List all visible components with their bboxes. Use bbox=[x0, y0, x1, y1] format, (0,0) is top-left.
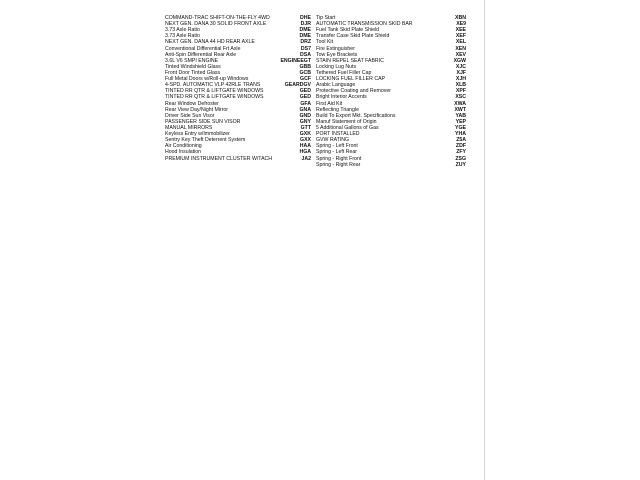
option-code: DRZ bbox=[300, 39, 311, 46]
option-description: COMMAND-TRAC SHIFT-ON-THE-FLY 4WD bbox=[165, 15, 270, 21]
page-edge-divider bbox=[484, 0, 485, 480]
option-description: PORT INSTALLED bbox=[316, 131, 360, 138]
option-description: Front Door Tinted Glass bbox=[165, 69, 221, 76]
option-description: First Aid Kit bbox=[316, 100, 343, 107]
option-code: XWT bbox=[454, 106, 466, 113]
option-code: GNY bbox=[299, 118, 311, 125]
option-code: XEE bbox=[455, 27, 466, 34]
option-code: XWA bbox=[454, 100, 466, 107]
option-code: HAA bbox=[299, 143, 311, 150]
option-code: GND bbox=[299, 112, 311, 119]
option-code: HGA bbox=[299, 149, 311, 156]
option-code: GED bbox=[299, 94, 311, 101]
option-description: PREMIUM INSTRUMENT CLUSTER W/TACH bbox=[165, 155, 273, 162]
option-code: DSA bbox=[300, 51, 311, 58]
option-description: MANUAL MIRRORS bbox=[165, 124, 213, 131]
option-description: NEXT GEN. DANA 30 SOLID FRONT AXLE bbox=[165, 21, 267, 28]
option-code: XJF bbox=[456, 69, 466, 76]
option-code: XEV bbox=[455, 51, 466, 58]
option-description: LOCKING FUEL FILLER CAP bbox=[316, 76, 385, 83]
option-code: YGE bbox=[455, 124, 466, 131]
option-description: Build To Export Mkt. Specifications bbox=[316, 112, 396, 119]
option-description: Tinted Windshield Glass bbox=[165, 63, 221, 70]
option-code: GEARDGV bbox=[284, 82, 311, 89]
option-code: GFA bbox=[300, 100, 311, 107]
option-code: GXX bbox=[300, 137, 311, 144]
option-code: Z5A bbox=[456, 137, 466, 144]
option-code: JA2 bbox=[301, 155, 311, 162]
option-description: NEXT GEN. DANA 44 HD REAR AXLE bbox=[165, 39, 255, 46]
option-description: Spring - Right Front bbox=[316, 155, 362, 162]
option-code: DME bbox=[299, 27, 311, 34]
option-description: Hood Insulation bbox=[165, 149, 202, 156]
option-code: GED bbox=[299, 88, 311, 95]
option-description: Bright Interior Accents bbox=[316, 94, 367, 101]
option-code: GCB bbox=[299, 69, 311, 76]
option-row bbox=[316, 162, 466, 168]
option-code: ENGINEEGT bbox=[280, 57, 311, 64]
option-row bbox=[165, 156, 311, 162]
option-description: 5 Additional Gallons of Gas bbox=[316, 124, 379, 131]
option-code: ZUY bbox=[455, 161, 466, 168]
option-description: Tethered Fuel Filler Cap bbox=[316, 69, 372, 76]
option-description: Spring - Right Rear bbox=[316, 161, 361, 168]
option-description: Conventional Differential Frt Axle bbox=[165, 45, 241, 52]
option-code: XEF bbox=[455, 33, 466, 40]
option-code: GTT bbox=[300, 124, 311, 131]
option-description: 3.6L V6 SMPI ENGINE bbox=[165, 57, 219, 64]
option-description: Full Metal Doors w/Roll-up Windows bbox=[165, 76, 249, 83]
option-description: Air Conditioning bbox=[165, 143, 202, 150]
option-description: Rear Window Defroster bbox=[165, 100, 219, 107]
option-code: YEP bbox=[455, 118, 466, 125]
option-code: YHA bbox=[455, 131, 466, 138]
option-description: TINTED RR QTR & LIFTGATE WINDOWS bbox=[165, 94, 264, 101]
option-description: Locking Lug Nuts bbox=[316, 63, 357, 70]
option-code: ZDF bbox=[455, 143, 466, 150]
option-code: DME bbox=[299, 33, 311, 40]
option-description: Spring - Left Rear bbox=[316, 149, 357, 156]
option-list-left bbox=[165, 15, 311, 162]
option-list-right bbox=[316, 15, 466, 168]
option-description: Rear View Day/Night Mirror bbox=[165, 106, 229, 113]
option-code: ZFY bbox=[456, 149, 466, 156]
option-description: Spring - Left Front bbox=[316, 143, 358, 150]
option-description: Fire Extinguisher bbox=[316, 45, 355, 52]
option-code: GCF bbox=[300, 76, 311, 83]
option-code: DHE bbox=[300, 15, 311, 21]
option-description: Reflecting Triangle bbox=[316, 106, 359, 113]
option-code: XLB bbox=[455, 82, 466, 89]
option-description: Protective Coating and Remover bbox=[316, 88, 391, 95]
option-description: Tow Eye Brackets bbox=[316, 51, 358, 58]
option-code: XSC bbox=[455, 94, 466, 101]
option-code: YAB bbox=[455, 112, 466, 119]
option-description: 4-SPD. AUTOMATIC VLP 42RLE TRANS bbox=[165, 82, 261, 89]
option-code: XEN bbox=[455, 45, 466, 52]
option-description: PASSENGER SIDE SUN VISOR bbox=[165, 118, 241, 125]
option-description: Manuf Statement of Origin bbox=[316, 118, 377, 125]
option-description: Arabic Language bbox=[316, 82, 356, 89]
option-code: GBB bbox=[299, 63, 311, 70]
option-code: XJC bbox=[455, 63, 466, 70]
option-code: XPF bbox=[455, 88, 466, 95]
option-description: 3.73 Axle Ratio bbox=[165, 33, 200, 40]
option-code: XEL bbox=[455, 39, 466, 46]
option-code: XBN bbox=[455, 15, 466, 21]
option-description: GVW RATING bbox=[316, 137, 350, 144]
option-code: GXK bbox=[299, 131, 311, 138]
option-code: GNA bbox=[299, 106, 311, 113]
option-description: AUTOMATIC TRANSMISSION SKID BAR bbox=[316, 21, 413, 28]
option-description: 3.73 Axle Ratio bbox=[165, 27, 200, 34]
option-description: TINTED RR QTR & LIFTGATE WINDOWS bbox=[165, 88, 264, 95]
option-description: STAIN REPEL SEAT FABRIC bbox=[316, 57, 384, 64]
option-code: XGW bbox=[453, 57, 466, 64]
option-code: XJH bbox=[455, 76, 466, 83]
option-description: Tool Kit bbox=[316, 39, 334, 46]
option-description: Fuel Tank Skid Plate Shield bbox=[316, 27, 380, 34]
option-description: Transfer Case Skid Plate Shield bbox=[316, 33, 390, 40]
option-code: DJR bbox=[300, 21, 311, 28]
option-description: Sentry Key Theft Deterrent System bbox=[165, 137, 246, 144]
option-description: Keyless Entry w/Immobilizer bbox=[165, 131, 230, 138]
option-code: XE9 bbox=[456, 21, 466, 28]
option-code: ZSG bbox=[455, 155, 466, 162]
option-description: Driver Side Sun Visor bbox=[165, 112, 215, 119]
option-code: DS7 bbox=[300, 45, 311, 52]
option-description: Anti-Spin Differential Rear Axle bbox=[165, 51, 237, 58]
option-description: Tip Start bbox=[316, 15, 336, 21]
